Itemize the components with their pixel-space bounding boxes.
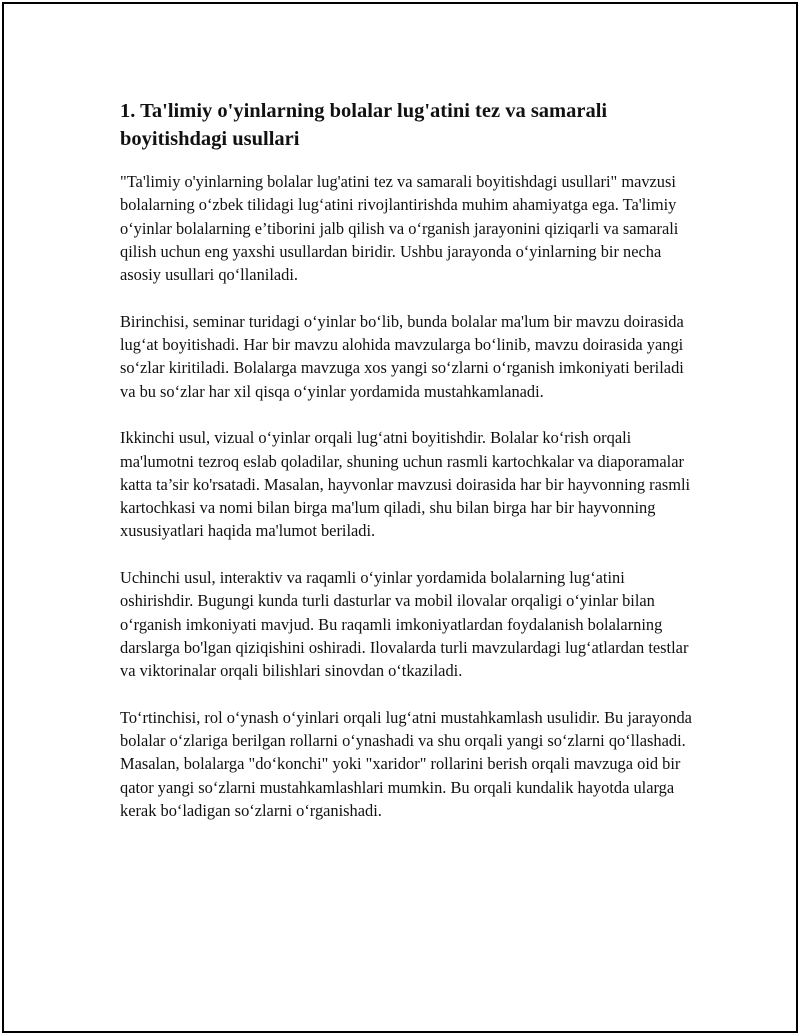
paragraph-second-method: Ikkinchi usul, vizual o‘yinlar orqali lug‘atni boyitishdir. Bolalar ko‘rish orqali ma'lumotni tezroq eslab qoladilar, shuning uchun rasmli kartochkalar va diaporamalar katta ta’sir ko'rsatadi. Masalan, hayvonlar mavzusi doirasida har bir hayvonning rasmli kartochkasi va nomi bilan birga ma'lum qiladi, shu bilan birga har bir hayvonning xususiyatlari haqida ma'lumot beriladi. [120, 428, 691, 541]
page-frame [2, 2, 798, 1033]
section-heading: 1. Ta'limiy o'yinlarning bolalar lug'atini tez va samarali boyitishdagi usullari [120, 100, 608, 150]
paragraph-third-method: Uchinchi usul, interaktiv va raqamli o‘yinlar yordamida bolalarning lug‘atini oshirishdir. Bugungi kunda turli dasturlar va mobil ilovalar orqaligi o‘yinlar bilan o‘rganish imkoniyati mavjud. Bu raqamli imkoniyatlardan foydalanish bolalarning darslarga bo'lgan qiziqishini oshiradi. Ilovalarda turli mavzulardagi lug‘atlardan testlar va viktorinalar orqali bilishlari sinovdan o‘tkaziladi. [120, 568, 689, 681]
paragraph-first-method: Birinchisi, seminar turidagi o‘yinlar bo‘lib, bunda bolalar ma'lum bir mavzu doirasida lug‘at boyitishadi. Har bir mavzu alohida mavzularga bo‘linib, mavzu doirasida yangi so‘zlar kiritiladi. Bolalarga mavzuga xos yangi so‘zlarni o‘rganish imkoniyati beriladi va bu so‘zlar har xil qisqa o‘yinlar yordamida mustahkamlanadi. [120, 311, 684, 401]
document-body [120, 97, 700, 846]
paragraph-fourth-method: To‘rtinchisi, rol o‘ynash o‘yinlari orqali lug‘atni mustahkamlash usulidir. Bu jarayonda bolalar o‘zlariga berilgan rollarni o‘ynashadi va shu orqali yangi so‘zlarni qo‘llashadi. Masalan, bolalarga "do‘konchi" yoki "xaridor" rollarini berish orqali mavzuga oid bir qator yangi so‘zlarni mustahkamlashlari mumkin. Bu orqali kundalik hayotda ularga kerak bo‘ladigan so‘zlarni o‘rganishadi. [120, 707, 692, 821]
paragraph-intro: "Ta'limiy o'yinlarning bolalar lug'atini tez va samarali boyitishdagi usullari" mavzusi bolalarning o‘zbek tilidagi lug‘atini rivojlantirishda muhim ahamiyatga ega. Ta'limiy o‘yinlar bolalarning e’tiborini jalb qilish va o‘rganish jarayonini qiziqarli va samarali qilish uchun eng yaxshi usullardan biridir. Ushbu jarayonda o‘yinlarning bir necha asosiy usullari qo‘llaniladi. [120, 172, 679, 285]
